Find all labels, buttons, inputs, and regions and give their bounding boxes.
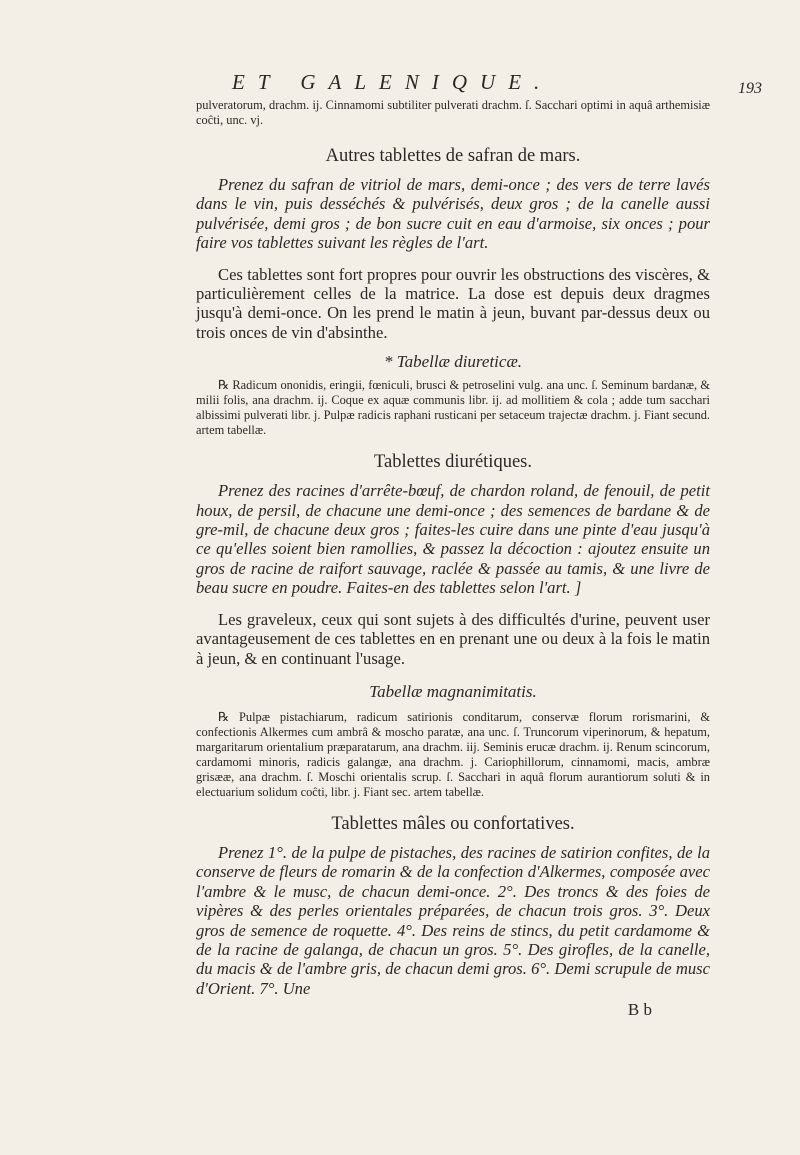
running-title: ET GALENIQUE. <box>232 70 553 94</box>
latin-section-heading: Tabellæ magnanimitatis. <box>369 681 537 701</box>
latin-recipe-paragraph: ℞ Radicum ononidis, eringii, fœniculi, brusci & petroselini vulg. ana unc. ſ. Seminum bardanæ, & milii folis, ana drachm. ij. Coque ex aquæ communis libr. ij. ad mollitiem & cola ; adde tum sacchari albissimi pulverati libr. j. Pulpæ radicis raphani rusticani per setaceum trajectæ drachm. j. Fiant secund. artem tabellæ. <box>196 378 710 438</box>
text-column <box>196 98 710 1020</box>
latin-recipe-continuation: pulveratorum, drachm. ij. Cinnamomi subtiliter pulverati drachm. ſ. Sacchari optimi in aquâ arthemisiæ coĉti, unc. vj. <box>196 98 710 127</box>
latin-section-heading: * Tabellæ diureticæ. <box>383 352 523 372</box>
section-heading: Autres tablettes de safran de mars. <box>325 146 581 166</box>
section-heading: Tablettes mâles ou confortatives. <box>331 813 575 834</box>
usage-paragraph: Les graveleux, ceux qui sont sujets à des difficultés d'urine, peuvent user avantageusement de ces tablettes en en prenant une ou deux à la fois le matin à jeun, & en continuant l'usage. <box>196 609 710 668</box>
section-heading: Tablettes diurétiques. <box>374 452 532 473</box>
french-recipe-paragraph: Prenez du safran de vitriol de mars, demi-once ; des vers de terre lavés dans le vin, puis desséchés & pulvérisés, deux gros ; de la canelle aussi pulvérisée, demi gros ; de bon sucre cuit en eau d'armoise, six onces ; pour faire vos tablettes suivant les règles de l'art. <box>196 175 710 253</box>
usage-paragraph: Ces tablettes sont fort propres pour ouvrir les obstructions des viscères, & particulièrement celles de la matrice. La dose est depuis deux dragmes jusqu'à demi-once. On les prend le matin à jeun, buvant par-dessus deux ou trois onces de vin d'absinthe. <box>196 264 710 342</box>
page-number: 193 <box>738 80 762 97</box>
french-recipe-paragraph: Prenez des racines d'arrête-bœuf, de chardon roland, de fenouil, de petit houx, de persil, de chacune une demi-once ; des semences de bardane & de gre-mil, de chacune deux gros ; faites-les cuire dans une pinte d'eau jusqu'à ce qu'elles soient bien ramollies, & passez la décoction : ajoutez ensuite un gros de racine de raifort sauvage, raclée & passée au tamis, & une livre de beau sucre en poudre. Faites-en des tablettes selon l'art. ] <box>196 481 710 598</box>
latin-recipe-paragraph: ℞ Pulpæ pistachiarum, radicum satirionis conditarum, conservæ florum rorismarini, & confectionis Alkermes cum ambrâ & moscho paratæ, ana unc. ſ. Truncorum viperinorum, & hepatum, margaritarum orientalium præparatarum, ana drachm. iij. Seminis erucæ drachm. ij. Renum scincorum, cardamomi minoris, radicis galangæ, ana drachm. j. Cariophillorum, cinnamomi, macis, ambræ grisææ, ana drachm. ſ. Moschi orientalis scrup. ſ. Sacchari in aquâ florum aurantiorum soluti & in electuarium solidum coĉti, libr. j. Fiant sec. artem tabellæ. <box>196 709 710 799</box>
french-recipe-paragraph: Prenez 1°. de la pulpe de pistaches, des racines de satirion confites, de la conserve de fleurs de romarin & de la confection d'Alkermes, composée avec l'ambre & le musc, de chacun demi-once. 2°. Des troncs & des foies de vipères & des perles orientales préparées, de chacun trois gros. 3°. Deux gros de semence de roquette. 4°. Des reins de stincs, du petit cardamome & de la racine de galanga, de chacun un gros. 5°. Des girofles, de la canelle, du macis & de l'ambre gris, de chacun demi gros. 6°. Demi scrupule de musc d'Orient. 7°. Une <box>196 842 710 998</box>
printer-signature-mark: B b <box>627 1000 652 1020</box>
page-header <box>0 70 800 100</box>
